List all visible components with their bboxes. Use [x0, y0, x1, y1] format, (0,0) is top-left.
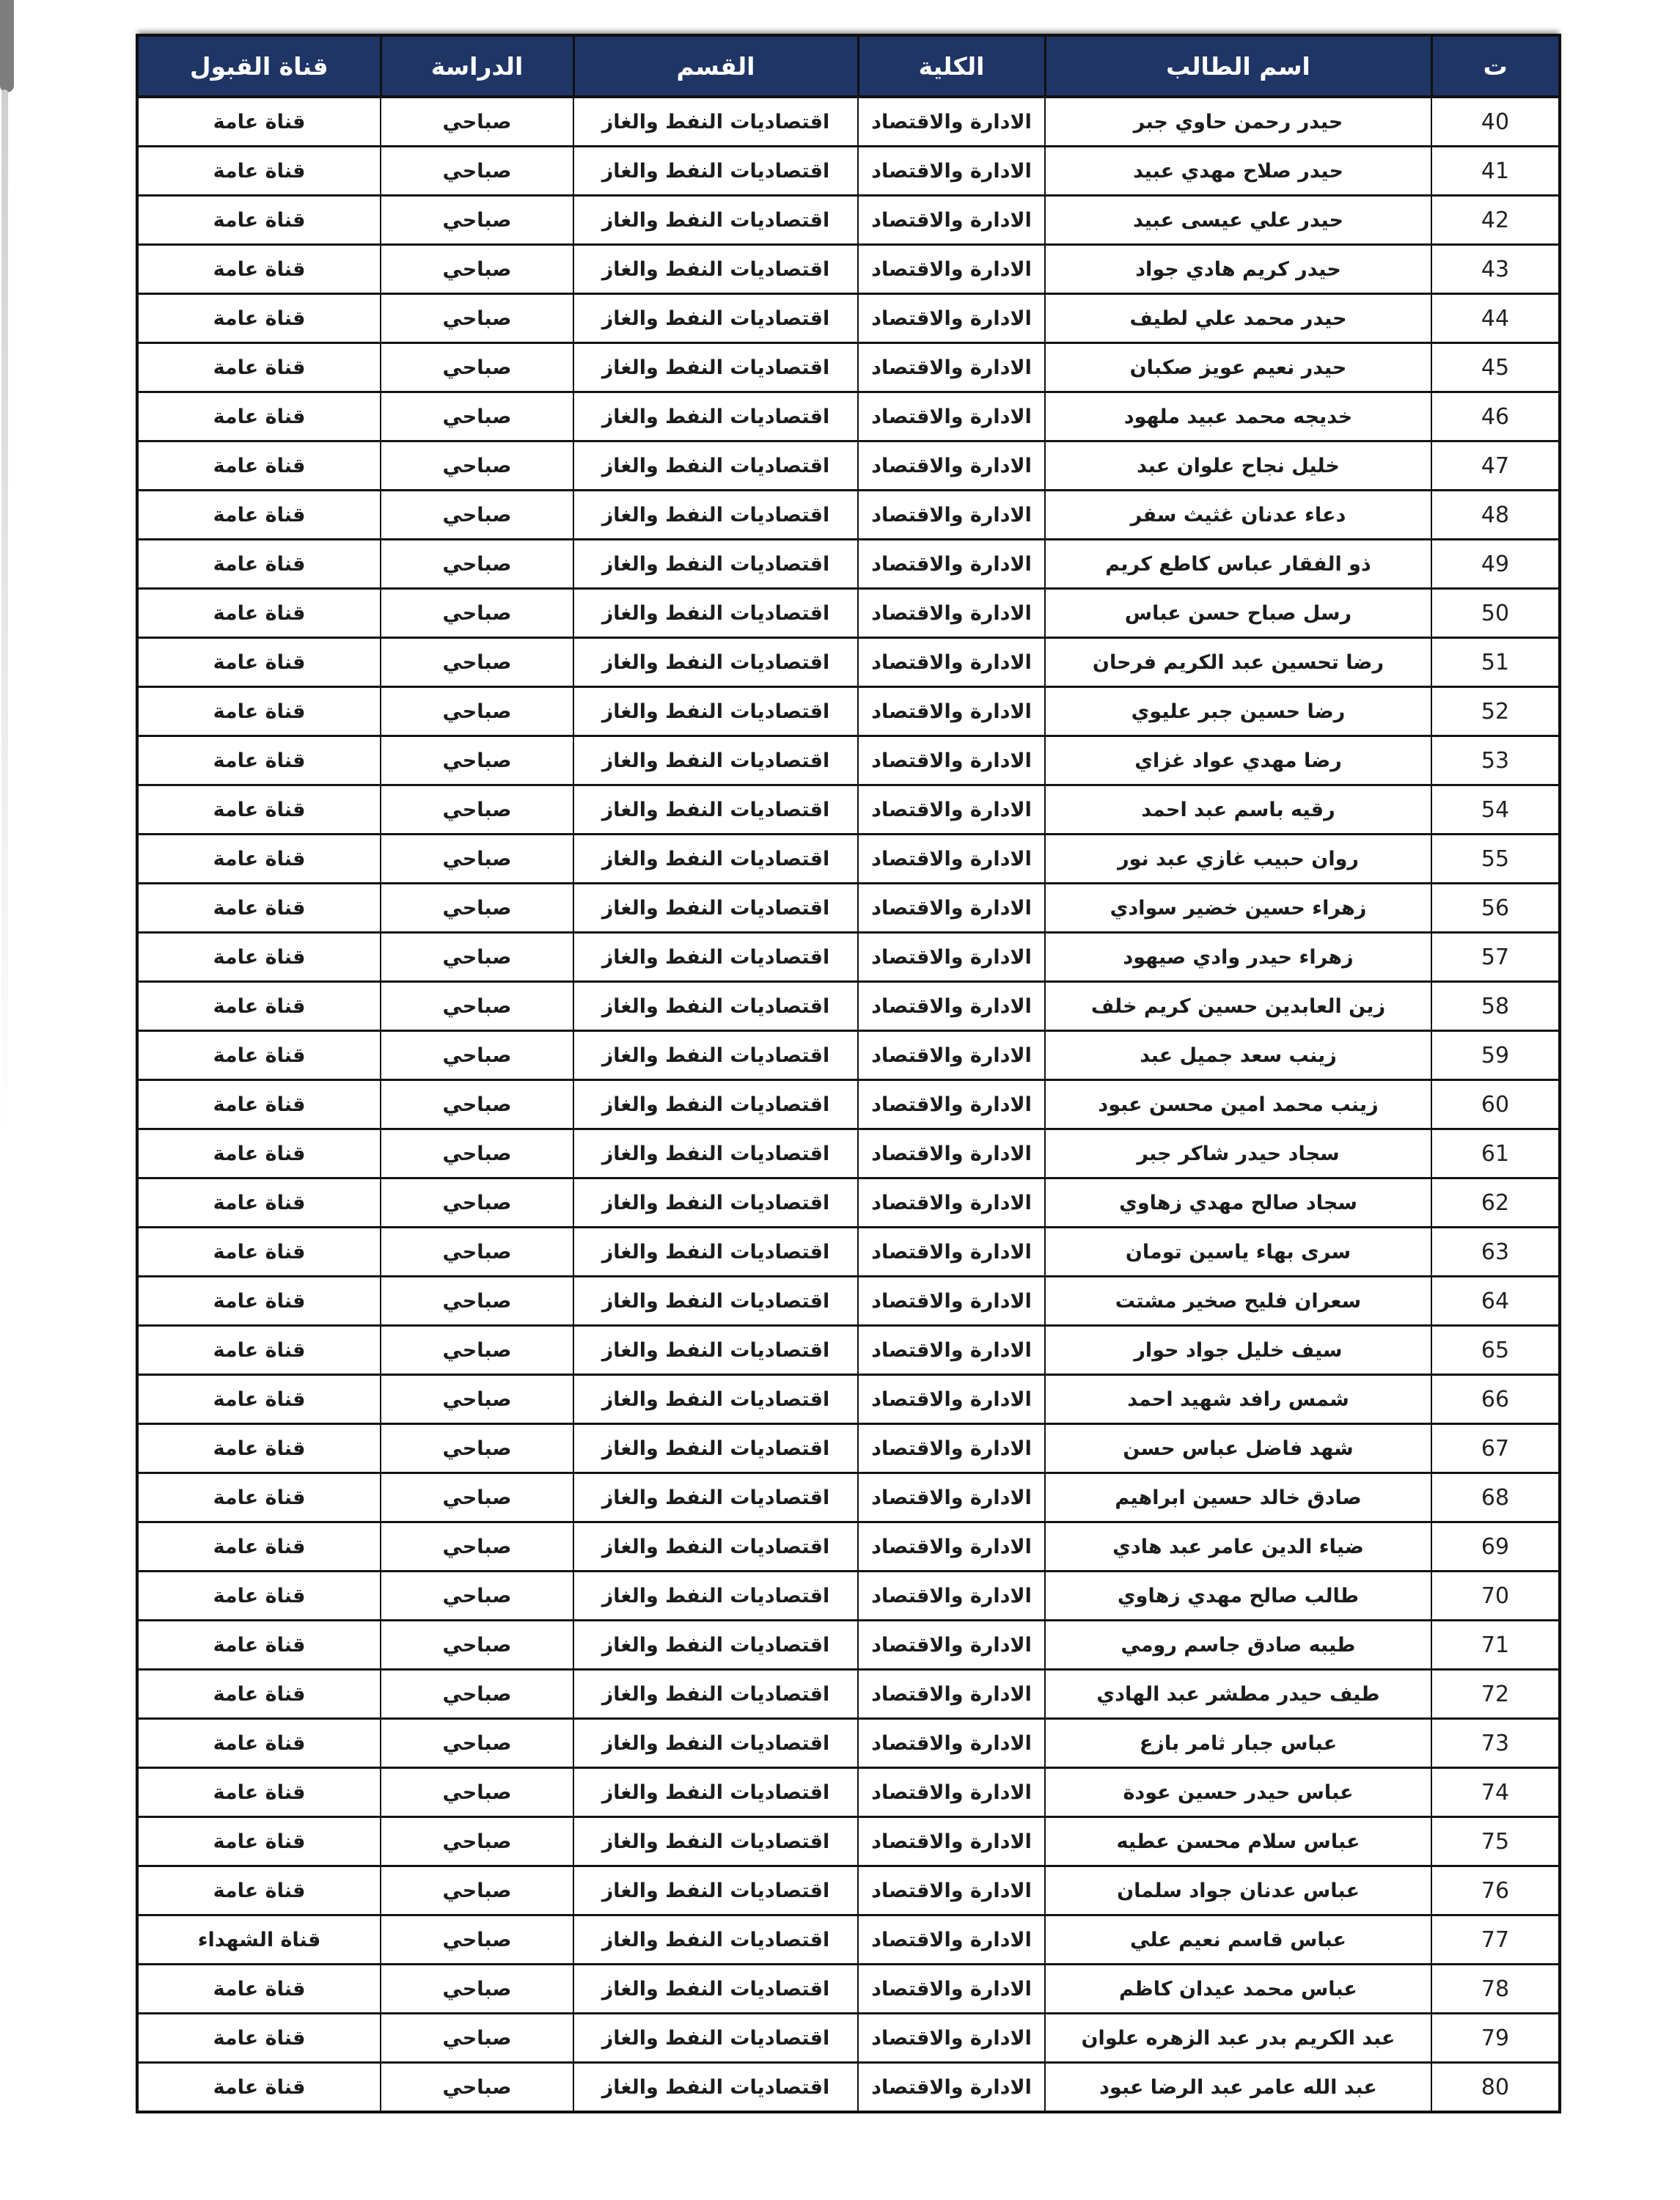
cell-college: الادارة والاقتصاد: [858, 884, 1045, 933]
cell-college: الادارة والاقتصاد: [858, 1915, 1045, 1965]
cell-dept: اقتصاديات النفط والغاز: [573, 1473, 858, 1522]
table-row: [137, 491, 1560, 540]
cell-dept: اقتصاديات النفط والغاز: [573, 1031, 858, 1080]
cell-study: صباحي: [381, 1866, 573, 1915]
cell-study: صباحي: [381, 245, 573, 294]
cell-dept: اقتصاديات النفط والغاز: [573, 1522, 858, 1572]
cell-channel: قناة عامة: [137, 97, 381, 147]
cell-study: صباحي: [381, 1768, 573, 1817]
table-row: [137, 1129, 1560, 1178]
cell-name: ذو الفقار عباس كاطع كريم: [1045, 540, 1431, 589]
students-table-container: [136, 34, 1561, 2113]
cell-name: عبد الله عامر عبد الرضا عبود: [1045, 2063, 1431, 2113]
cell-no: 57: [1431, 933, 1560, 982]
cell-no: 66: [1431, 1375, 1560, 1424]
cell-college: الادارة والاقتصاد: [858, 540, 1045, 589]
cell-no: 52: [1431, 687, 1560, 736]
cell-name: حيدر صلاح مهدي عبيد: [1045, 147, 1431, 196]
cell-no: 76: [1431, 1866, 1560, 1915]
table-row: [137, 196, 1560, 245]
cell-dept: اقتصاديات النفط والغاز: [573, 1228, 858, 1277]
cell-no: 56: [1431, 884, 1560, 933]
cell-study: صباحي: [381, 343, 573, 392]
cell-channel: قناة عامة: [137, 687, 381, 736]
cell-study: صباحي: [381, 638, 573, 687]
cell-study: صباحي: [381, 1326, 573, 1375]
cell-name: عباس جبار ثامر بازع: [1045, 1719, 1431, 1768]
cell-name: شهد فاضل عباس حسن: [1045, 1424, 1431, 1473]
cell-study: صباحي: [381, 392, 573, 441]
cell-dept: اقتصاديات النفط والغاز: [573, 2063, 858, 2113]
cell-study: صباحي: [381, 589, 573, 638]
cell-channel: قناة عامة: [137, 1572, 381, 1621]
table-row: [137, 1522, 1560, 1572]
cell-dept: اقتصاديات النفط والغاز: [573, 196, 858, 245]
cell-study: صباحي: [381, 1572, 573, 1621]
header-row: [137, 35, 1560, 97]
table-row: [137, 1670, 1560, 1719]
table-row: [137, 1473, 1560, 1522]
cell-study: صباحي: [381, 1228, 573, 1277]
cell-no: 43: [1431, 245, 1560, 294]
cell-no: 65: [1431, 1326, 1560, 1375]
cell-no: 47: [1431, 441, 1560, 491]
cell-dept: اقتصاديات النفط والغاز: [573, 97, 858, 147]
cell-no: 71: [1431, 1621, 1560, 1670]
cell-name: سعران فليح صخير مشتت: [1045, 1277, 1431, 1326]
cell-college: الادارة والاقتصاد: [858, 785, 1045, 835]
cell-name: دعاء عدنان غثيث سفر: [1045, 491, 1431, 540]
column-header-no: ت: [1431, 35, 1560, 97]
cell-study: صباحي: [381, 1817, 573, 1866]
cell-no: 69: [1431, 1522, 1560, 1572]
cell-name: زينب محمد امين محسن عبود: [1045, 1080, 1431, 1129]
cell-study: صباحي: [381, 884, 573, 933]
cell-channel: قناة عامة: [137, 1866, 381, 1915]
cell-no: 44: [1431, 294, 1560, 343]
cell-no: 72: [1431, 1670, 1560, 1719]
cell-channel: قناة عامة: [137, 147, 381, 196]
column-header-channel: قناة القبول: [137, 35, 381, 97]
cell-college: الادارة والاقتصاد: [858, 835, 1045, 884]
cell-no: 63: [1431, 1228, 1560, 1277]
cell-channel: قناة عامة: [137, 1670, 381, 1719]
table-row: [137, 1228, 1560, 1277]
cell-channel: قناة عامة: [137, 589, 381, 638]
cell-college: الادارة والاقتصاد: [858, 1375, 1045, 1424]
cell-name: رضا مهدي عواد غزاي: [1045, 736, 1431, 785]
table-row: [137, 835, 1560, 884]
table-row: [137, 1768, 1560, 1817]
table-row: [137, 1572, 1560, 1621]
cell-no: 42: [1431, 196, 1560, 245]
cell-study: صباحي: [381, 1670, 573, 1719]
cell-no: 58: [1431, 982, 1560, 1031]
students-table: [136, 34, 1561, 2113]
cell-name: روان حبيب غازي عبد نور: [1045, 835, 1431, 884]
cell-channel: قناة عامة: [137, 1424, 381, 1473]
table-row: [137, 392, 1560, 441]
table-row: [137, 1031, 1560, 1080]
cell-study: صباحي: [381, 1965, 573, 2014]
column-header-dept: القسم: [573, 35, 858, 97]
table-row: [137, 1719, 1560, 1768]
table-row: [137, 638, 1560, 687]
table-row: [137, 982, 1560, 1031]
cell-dept: اقتصاديات النفط والغاز: [573, 884, 858, 933]
cell-dept: اقتصاديات النفط والغاز: [573, 441, 858, 491]
table-row: [137, 1375, 1560, 1424]
cell-name: سجاد حيدر شاكر جبر: [1045, 1129, 1431, 1178]
cell-study: صباحي: [381, 1473, 573, 1522]
cell-college: الادارة والاقتصاد: [858, 245, 1045, 294]
cell-study: صباحي: [381, 982, 573, 1031]
table-row: [137, 441, 1560, 491]
cell-channel: قناة عامة: [137, 1178, 381, 1228]
table-row: [137, 884, 1560, 933]
table-row: [137, 147, 1560, 196]
cell-name: طالب صالح مهدي زهاوي: [1045, 1572, 1431, 1621]
scrollbar-track[interactable]: [1, 89, 8, 1138]
cell-college: الادارة والاقتصاد: [858, 491, 1045, 540]
cell-college: الادارة والاقتصاد: [858, 933, 1045, 982]
cell-study: صباحي: [381, 1178, 573, 1228]
cell-college: الادارة والاقتصاد: [858, 638, 1045, 687]
cell-dept: اقتصاديات النفط والغاز: [573, 1277, 858, 1326]
cell-name: زين العابدين حسين كريم خلف: [1045, 982, 1431, 1031]
cell-college: الادارة والاقتصاد: [858, 343, 1045, 392]
scrollbar-thumb[interactable]: [0, 0, 14, 92]
cell-college: الادارة والاقتصاد: [858, 392, 1045, 441]
cell-no: 74: [1431, 1768, 1560, 1817]
cell-no: 49: [1431, 540, 1560, 589]
cell-dept: اقتصاديات النفط والغاز: [573, 147, 858, 196]
cell-no: 64: [1431, 1277, 1560, 1326]
cell-channel: قناة عامة: [137, 835, 381, 884]
cell-college: الادارة والاقتصاد: [858, 982, 1045, 1031]
cell-college: الادارة والاقتصاد: [858, 1768, 1045, 1817]
table-row: [137, 540, 1560, 589]
cell-no: 60: [1431, 1080, 1560, 1129]
cell-name: حيدر كريم هادي جواد: [1045, 245, 1431, 294]
table-row: [137, 1915, 1560, 1965]
cell-name: طيف حيدر مطشر عبد الهادي: [1045, 1670, 1431, 1719]
cell-no: 50: [1431, 589, 1560, 638]
table-row: [137, 785, 1560, 835]
table-row: [137, 736, 1560, 785]
cell-dept: اقتصاديات النفط والغاز: [573, 1621, 858, 1670]
cell-study: صباحي: [381, 1277, 573, 1326]
cell-channel: قناة عامة: [137, 1719, 381, 1768]
cell-channel: قناة عامة: [137, 1621, 381, 1670]
cell-no: 51: [1431, 638, 1560, 687]
cell-no: 45: [1431, 343, 1560, 392]
cell-study: صباحي: [381, 1424, 573, 1473]
cell-no: 40: [1431, 97, 1560, 147]
table-row: [137, 2063, 1560, 2113]
table-row: [137, 1866, 1560, 1915]
cell-no: 61: [1431, 1129, 1560, 1178]
cell-channel: قناة عامة: [137, 982, 381, 1031]
cell-name: حيدر رحمن حاوي جبر: [1045, 97, 1431, 147]
cell-study: صباحي: [381, 2063, 573, 2113]
cell-channel: قناة عامة: [137, 2063, 381, 2113]
cell-dept: اقتصاديات النفط والغاز: [573, 638, 858, 687]
cell-dept: اقتصاديات النفط والغاز: [573, 1719, 858, 1768]
cell-college: الادارة والاقتصاد: [858, 1326, 1045, 1375]
table-row: [137, 1178, 1560, 1228]
cell-name: عباس حيدر حسين عودة: [1045, 1768, 1431, 1817]
cell-channel: قناة عامة: [137, 933, 381, 982]
cell-college: الادارة والاقتصاد: [858, 736, 1045, 785]
cell-channel: قناة عامة: [137, 196, 381, 245]
cell-channel: قناة عامة: [137, 441, 381, 491]
cell-channel: قناة عامة: [137, 343, 381, 392]
cell-study: صباحي: [381, 687, 573, 736]
cell-study: صباحي: [381, 1375, 573, 1424]
cell-name: سرى بهاء ياسين تومان: [1045, 1228, 1431, 1277]
cell-dept: اقتصاديات النفط والغاز: [573, 343, 858, 392]
cell-college: الادارة والاقتصاد: [858, 1866, 1045, 1915]
cell-college: الادارة والاقتصاد: [858, 1129, 1045, 1178]
cell-no: 75: [1431, 1817, 1560, 1866]
cell-dept: اقتصاديات النفط والغاز: [573, 2014, 858, 2063]
cell-college: الادارة والاقتصاد: [858, 589, 1045, 638]
cell-dept: اقتصاديات النفط والغاز: [573, 1817, 858, 1866]
table-row: [137, 687, 1560, 736]
cell-dept: اقتصاديات النفط والغاز: [573, 245, 858, 294]
cell-channel: قناة عامة: [137, 1031, 381, 1080]
table-row: [137, 97, 1560, 147]
cell-dept: اقتصاديات النفط والغاز: [573, 1129, 858, 1178]
cell-college: الادارة والاقتصاد: [858, 1080, 1045, 1129]
cell-study: صباحي: [381, 1915, 573, 1965]
cell-study: صباحي: [381, 441, 573, 491]
cell-name: رضا حسين جبر عليوي: [1045, 687, 1431, 736]
cell-channel: قناة عامة: [137, 638, 381, 687]
cell-college: الادارة والاقتصاد: [858, 196, 1045, 245]
table-body: [137, 97, 1560, 2112]
cell-name: رقيه باسم عبد احمد: [1045, 785, 1431, 835]
cell-no: 41: [1431, 147, 1560, 196]
cell-college: الادارة والاقتصاد: [858, 1522, 1045, 1572]
cell-dept: اقتصاديات النفط والغاز: [573, 785, 858, 835]
cell-no: 73: [1431, 1719, 1560, 1768]
cell-study: صباحي: [381, 835, 573, 884]
cell-name: طيبه صادق جاسم رومي: [1045, 1621, 1431, 1670]
cell-dept: اقتصاديات النفط والغاز: [573, 933, 858, 982]
cell-college: الادارة والاقتصاد: [858, 1277, 1045, 1326]
cell-channel: قناة عامة: [137, 785, 381, 835]
cell-dept: اقتصاديات النفط والغاز: [573, 392, 858, 441]
cell-channel: قناة عامة: [137, 294, 381, 343]
cell-no: 46: [1431, 392, 1560, 441]
table-row: [137, 294, 1560, 343]
cell-no: 78: [1431, 1965, 1560, 2014]
cell-dept: اقتصاديات النفط والغاز: [573, 1326, 858, 1375]
cell-channel: قناة عامة: [137, 245, 381, 294]
cell-name: سجاد صالح مهدي زهاوي: [1045, 1178, 1431, 1228]
column-header-study: الدراسة: [381, 35, 573, 97]
cell-no: 67: [1431, 1424, 1560, 1473]
cell-name: عباس سلام محسن عطيه: [1045, 1817, 1431, 1866]
table-row: [137, 1326, 1560, 1375]
cell-study: صباحي: [381, 1522, 573, 1572]
cell-college: الادارة والاقتصاد: [858, 687, 1045, 736]
cell-dept: اقتصاديات النفط والغاز: [573, 982, 858, 1031]
cell-dept: اقتصاديات النفط والغاز: [573, 687, 858, 736]
cell-channel: قناة عامة: [137, 884, 381, 933]
cell-college: الادارة والاقتصاد: [858, 1621, 1045, 1670]
cell-dept: اقتصاديات النفط والغاز: [573, 1424, 858, 1473]
cell-dept: اقتصاديات النفط والغاز: [573, 1080, 858, 1129]
cell-college: الادارة والاقتصاد: [858, 2063, 1045, 2113]
table-row: [137, 1965, 1560, 2014]
table-row: [137, 2014, 1560, 2063]
cell-study: صباحي: [381, 933, 573, 982]
cell-study: صباحي: [381, 491, 573, 540]
table-row: [137, 343, 1560, 392]
cell-channel: قناة عامة: [137, 540, 381, 589]
cell-dept: اقتصاديات النفط والغاز: [573, 736, 858, 785]
cell-study: صباحي: [381, 736, 573, 785]
cell-no: 80: [1431, 2063, 1560, 2113]
cell-name: زينب سعد جميل عبد: [1045, 1031, 1431, 1080]
cell-channel: قناة عامة: [137, 1326, 381, 1375]
cell-study: صباحي: [381, 1129, 573, 1178]
cell-name: شمس رافد شهيد احمد: [1045, 1375, 1431, 1424]
cell-study: صباحي: [381, 294, 573, 343]
cell-study: صباحي: [381, 2014, 573, 2063]
cell-channel: قناة عامة: [137, 1277, 381, 1326]
cell-name: ضياء الدين عامر عبد هادي: [1045, 1522, 1431, 1572]
cell-dept: اقتصاديات النفط والغاز: [573, 1670, 858, 1719]
cell-name: حيدر نعيم عويز صكبان: [1045, 343, 1431, 392]
cell-dept: اقتصاديات النفط والغاز: [573, 1572, 858, 1621]
cell-dept: اقتصاديات النفط والغاز: [573, 1915, 858, 1965]
cell-no: 77: [1431, 1915, 1560, 1965]
cell-no: 68: [1431, 1473, 1560, 1522]
cell-dept: اقتصاديات النفط والغاز: [573, 491, 858, 540]
cell-no: 53: [1431, 736, 1560, 785]
cell-name: صادق خالد حسين ابراهيم: [1045, 1473, 1431, 1522]
cell-channel: قناة عامة: [137, 1129, 381, 1178]
cell-college: الادارة والاقتصاد: [858, 1424, 1045, 1473]
cell-dept: اقتصاديات النفط والغاز: [573, 835, 858, 884]
cell-channel: قناة عامة: [137, 491, 381, 540]
cell-college: الادارة والاقتصاد: [858, 1228, 1045, 1277]
cell-no: 48: [1431, 491, 1560, 540]
cell-dept: اقتصاديات النفط والغاز: [573, 589, 858, 638]
cell-study: صباحي: [381, 97, 573, 147]
cell-name: حيدر محمد علي لطيف: [1045, 294, 1431, 343]
cell-study: صباحي: [381, 196, 573, 245]
cell-study: صباحي: [381, 540, 573, 589]
cell-study: صباحي: [381, 1621, 573, 1670]
cell-college: الادارة والاقتصاد: [858, 1572, 1045, 1621]
cell-name: خديجه محمد عبيد ملهود: [1045, 392, 1431, 441]
cell-channel: قناة عامة: [137, 1473, 381, 1522]
cell-college: الادارة والاقتصاد: [858, 441, 1045, 491]
cell-no: 55: [1431, 835, 1560, 884]
cell-dept: اقتصاديات النفط والغاز: [573, 1178, 858, 1228]
column-header-college: الكلية: [858, 35, 1045, 97]
cell-college: الادارة والاقتصاد: [858, 1473, 1045, 1522]
cell-no: 79: [1431, 2014, 1560, 2063]
cell-college: الادارة والاقتصاد: [858, 1719, 1045, 1768]
cell-name: رضا تحسين عبد الكريم فرحان: [1045, 638, 1431, 687]
cell-channel: قناة عامة: [137, 736, 381, 785]
table-row: [137, 933, 1560, 982]
cell-study: صباحي: [381, 1080, 573, 1129]
cell-name: عبد الكريم بدر عبد الزهره علوان: [1045, 2014, 1431, 2063]
table-row: [137, 1621, 1560, 1670]
cell-study: صباحي: [381, 1719, 573, 1768]
cell-dept: اقتصاديات النفط والغاز: [573, 1375, 858, 1424]
table-row: [137, 1817, 1560, 1866]
cell-college: الادارة والاقتصاد: [858, 1031, 1045, 1080]
cell-name: عباس عدنان جواد سلمان: [1045, 1866, 1431, 1915]
cell-channel: قناة عامة: [137, 1080, 381, 1129]
cell-study: صباحي: [381, 785, 573, 835]
cell-dept: اقتصاديات النفط والغاز: [573, 540, 858, 589]
cell-channel: قناة عامة: [137, 1817, 381, 1866]
table-row: [137, 245, 1560, 294]
cell-channel: قناة عامة: [137, 1522, 381, 1572]
table-row: [137, 1277, 1560, 1326]
cell-channel: قناة عامة: [137, 1228, 381, 1277]
cell-no: 59: [1431, 1031, 1560, 1080]
cell-study: صباحي: [381, 147, 573, 196]
cell-name: عباس محمد عيدان كاظم: [1045, 1965, 1431, 2014]
cell-dept: اقتصاديات النفط والغاز: [573, 1965, 858, 2014]
cell-study: صباحي: [381, 1031, 573, 1080]
cell-college: الادارة والاقتصاد: [858, 294, 1045, 343]
cell-college: الادارة والاقتصاد: [858, 1178, 1045, 1228]
cell-name: زهراء حسين خضير سوادي: [1045, 884, 1431, 933]
cell-college: الادارة والاقتصاد: [858, 1965, 1045, 2014]
cell-name: رسل صباح حسن عباس: [1045, 589, 1431, 638]
cell-channel: قناة عامة: [137, 1768, 381, 1817]
cell-college: الادارة والاقتصاد: [858, 2014, 1045, 2063]
cell-name: سيف خليل جواد حوار: [1045, 1326, 1431, 1375]
cell-name: عباس قاسم نعيم علي: [1045, 1915, 1431, 1965]
table-row: [137, 1080, 1560, 1129]
cell-college: الادارة والاقتصاد: [858, 147, 1045, 196]
cell-no: 62: [1431, 1178, 1560, 1228]
cell-no: 54: [1431, 785, 1560, 835]
cell-name: زهراء حيدر وادي صيهود: [1045, 933, 1431, 982]
cell-channel: قناة عامة: [137, 1375, 381, 1424]
cell-college: الادارة والاقتصاد: [858, 1817, 1045, 1866]
column-header-name: اسم الطالب: [1045, 35, 1431, 97]
cell-dept: اقتصاديات النفط والغاز: [573, 1768, 858, 1817]
cell-dept: اقتصاديات النفط والغاز: [573, 1866, 858, 1915]
cell-channel: قناة عامة: [137, 1965, 381, 2014]
cell-channel: قناة الشهداء: [137, 1915, 381, 1965]
cell-channel: قناة عامة: [137, 2014, 381, 2063]
cell-no: 70: [1431, 1572, 1560, 1621]
table-row: [137, 1424, 1560, 1473]
cell-name: حيدر علي عيسى عبيد: [1045, 196, 1431, 245]
cell-channel: قناة عامة: [137, 392, 381, 441]
cell-name: خليل نجاح علوان عبد: [1045, 441, 1431, 491]
cell-college: الادارة والاقتصاد: [858, 1670, 1045, 1719]
cell-college: الادارة والاقتصاد: [858, 97, 1045, 147]
table-row: [137, 589, 1560, 638]
cell-dept: اقتصاديات النفط والغاز: [573, 294, 858, 343]
